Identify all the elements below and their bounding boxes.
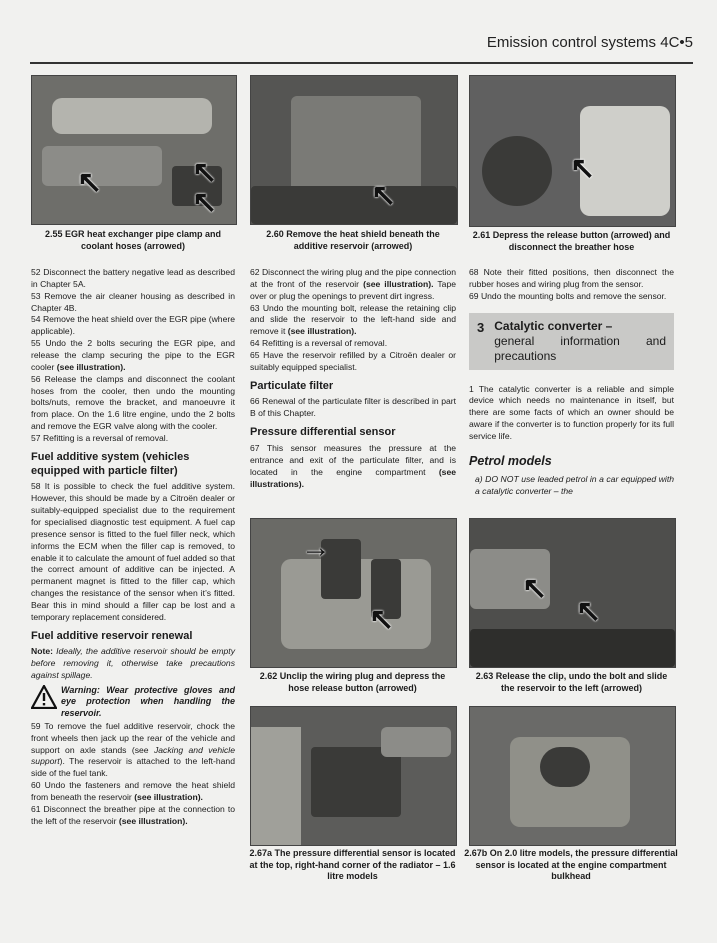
paragraph-63: 63 Undo the mounting bolt, release the retaining clip and slide the reservoir to the left-hand side and remove it (see illustration). [250, 302, 456, 337]
paragraph-64: 64 Refitting is a reversal of removal. [250, 338, 388, 349]
warning-triangle-icon [31, 685, 57, 709]
illustration-reference: (see illustrations). [250, 466, 457, 489]
paragraph-57: 57 Refitting is a reversal of removal. [31, 433, 169, 444]
caption-2-67b: 2.67b On 2.0 litre models, the pressure differential sensor is located at the engine compartment bulkhead [464, 848, 678, 882]
arrow-icon: ↖ [570, 152, 596, 185]
heading-petrol-models: Petrol models [469, 453, 552, 468]
photo-2-55 [31, 75, 237, 225]
paragraph-54: 54 Remove the heat shield over the EGR pipe (where applicable). [31, 314, 235, 337]
arrow-icon: ↖ [576, 595, 602, 628]
text-column-1 [31, 267, 235, 828]
photo-2-60 [250, 75, 458, 225]
caption-2-67a: 2.67a The pressure differential sensor is located at the top, right-hand corner of the radiator – 1.6 litre models [249, 848, 456, 882]
paragraph-52: 52 Disconnect the battery negative lead as described in Chapter 5A. [31, 267, 235, 289]
warning-block [31, 685, 235, 719]
illustration-reference: (see illustration). [56, 361, 126, 372]
paragraph-59: 59 To remove the fuel additive reservoir, chock the front wheels then jack up the rear of the vehicle and support on axle stands (see Jacking and vehicle support). The reservoir is attached to the left-hand side of the fuel tank. [31, 720, 235, 779]
warning-text: Warning: Wear protective gloves and eye protection when handling the reservoir. [61, 685, 235, 718]
photo-2-62 [250, 518, 457, 668]
heading-particulate-filter: Particulate filter [250, 379, 334, 392]
paragraph-53: 53 Remove the air cleaner housing as described in Chapter 4B. [31, 290, 235, 313]
photo-2-63 [469, 518, 676, 668]
caption-2-55: 2.55 EGR heat exchanger pipe clamp and coolant hoses (arrowed) [44, 229, 222, 251]
heading-fuel-additive-system: Fuel additive system (vehicles equipped with particle filter) [31, 450, 190, 477]
arrow-icon: ↖ [369, 603, 395, 636]
arrow-icon: ↖ [522, 572, 548, 605]
arrow-icon: → [301, 531, 331, 564]
paragraph-55: 55 Undo the 2 bolts securing the EGR pipe, and release the clamp securing the pipe to the EGR cooler (see illustration). [31, 338, 235, 372]
list-item-a: a) DO NOT use leaded petrol in a car equipped with a catalytic converter – the [475, 474, 674, 496]
text-column-3 [469, 267, 674, 498]
paragraph-58: 58 It is possible to check the fuel additive system. However, this should be made by a Citroën dealer or suitably-equipped specialist due to the requirement for specialised diagnostic test equipment. A fuel cap presence sensor is fitted to the fuel filler neck, which informs the ECM when the filler cap is removed, to enable it to calculate the amount of fuel added so that the correct amount of additive can be injected. A permanent magnet is fitted to the filler cap, which changes the resistance of the sensor when it’s fitted. Bear this in mind should a filler cap be lost and a temporary replacement considered. [31, 481, 236, 622]
heading-reservoir-renewal: Fuel additive reservoir renewal [31, 629, 193, 642]
heading-pressure-sensor: Pressure differential sensor [250, 426, 396, 439]
illustration-reference: (see illustration). [118, 815, 188, 826]
paragraph-68: 68 Note their fitted positions, then disconnect the rubber hoses and wiring plug from the sensor. [469, 267, 674, 289]
illustration-reference: (see illustration). [134, 791, 203, 802]
section-number: 3 [477, 319, 485, 335]
illustration-reference: (see illustration). [363, 278, 434, 289]
caption-2-63: 2.63 Release the clip, undo the bolt and slide the reservoir to the left (arrowed) [475, 671, 668, 693]
illustration-reference: (see illustration). [287, 326, 357, 337]
paragraph-60: 60 Undo the fasteners and remove the heat shield from beneath the reservoir (see illustration). [31, 780, 235, 802]
paragraph-66: 66 Renewal of the particulate filter is described in part B of this Chapter. [250, 396, 456, 419]
caption-2-60: 2.60 Remove the heat shield beneath the additive reservoir (arrowed) [266, 229, 440, 251]
photo-2-61 [469, 75, 676, 227]
section-heading-box [469, 313, 674, 370]
text-column-2 [250, 267, 456, 490]
paragraph-1: 1 The catalytic converter is a reliable and simple device which needs no maintenance in itself, but there are some facts of which an owner should be aware if the converter is to function properly for its full service life. [469, 383, 674, 442]
photo-2-67b [469, 706, 676, 846]
paragraph-56: 56 Release the clamps and disconnect the coolant hoses from the cooler, then undo the mounting bolts/nuts, remove the bracket, and manoeuvre it from place. On the 1.6 litre engine, undo the 2 bolts and remove the EGR valve along with the cooler. [31, 373, 235, 432]
paragraph-69: 69 Undo the mounting bolts and remove the sensor. [469, 290, 667, 301]
section-title: Catalytic converter – general information and precautions [494, 318, 666, 363]
paragraph-65: 65 Have the reservoir refilled by a Citroën dealer or suitably equipped specialist. [250, 350, 456, 372]
paragraph-67: 67 This sensor measures the pressure at the entrance and exit of the particulate filter, and is located in the engine compartment (see illustrations). [250, 442, 457, 489]
caption-2-61: 2.61 Depress the release button (arrowed) and disconnect the breather hose [472, 230, 671, 252]
header-divider [30, 62, 693, 64]
paragraph-62: 62 Disconnect the wiring plug and the pipe connection at the front of the reservoir (see illustration). Tape over or plug the openings to prevent dirt ingress. [250, 267, 457, 301]
note: Note: Ideally, the additive reservoir should be empty before removing it, otherwise take precautions against spillage. [31, 646, 235, 681]
arrow-icon: ↖ [192, 156, 218, 189]
paragraph-61: 61 Disconnect the breather pipe at the connection to the left of the reservoir (see illustration). [31, 803, 235, 826]
arrow-icon: ↖ [192, 186, 218, 219]
caption-2-62: 2.62 Unclip the wiring plug and depress the hose release button (arrowed) [259, 671, 446, 693]
arrow-icon: ↖ [371, 179, 397, 212]
arrow-icon: ↖ [77, 166, 103, 199]
page-header-title: Emission control systems 4C•5 [486, 34, 693, 51]
photo-2-67a [250, 706, 457, 846]
